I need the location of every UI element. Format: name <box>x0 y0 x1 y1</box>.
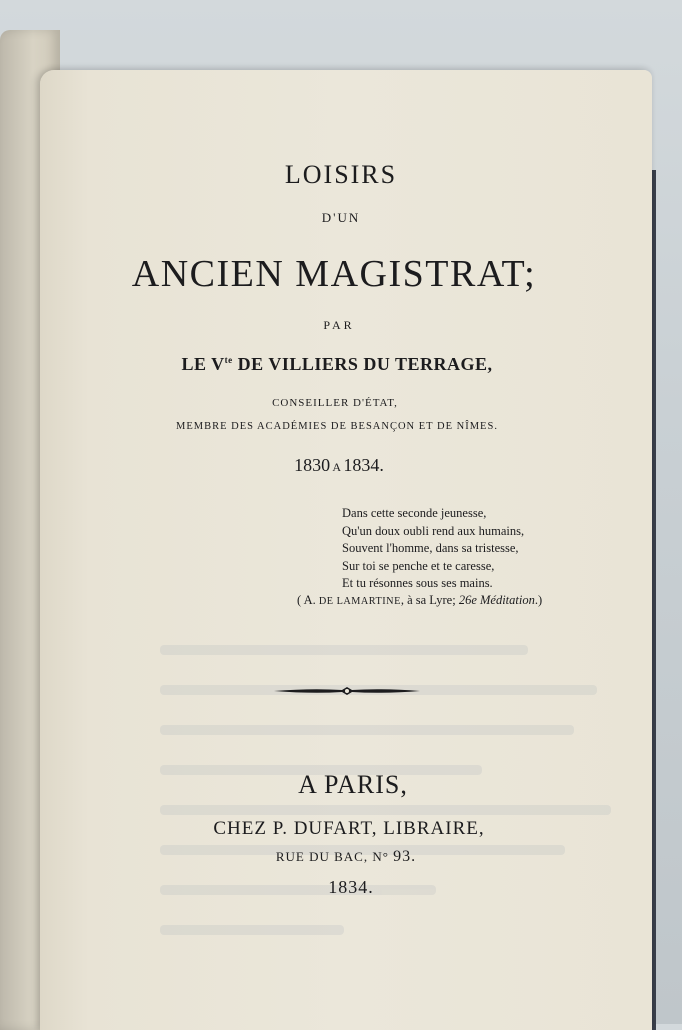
address-number: 93. <box>393 848 417 865</box>
imprint-publisher: CHEZ P. DUFART, LIBRAIRE, <box>213 818 485 839</box>
years-sep: A <box>330 460 344 474</box>
title-ancien-magistrat: ANCIEN MAGISTRAT; <box>131 253 537 295</box>
author-sup: te <box>224 355 233 365</box>
author-rest: DE VILLIERS DU TERRAGE, <box>232 354 493 374</box>
years-end: 1834. <box>343 455 384 475</box>
attrib-mid: , à sa Lyre; <box>400 593 459 607</box>
epigraph-line: Et tu résonnes sous ses mains. <box>342 576 493 590</box>
author-membership: MEMBRE DES ACADÉMIES DE BESANÇON ET DE NÎMES. <box>176 421 498 432</box>
years-start: 1830 <box>294 455 331 475</box>
imprint-city: A PARIS, <box>298 770 408 799</box>
epigraph-line: Qu'un doux oubli rend aux humains, <box>342 523 525 538</box>
epigraph-line: Sur toi se penche et te caresse, <box>342 558 495 573</box>
years <box>0 455 680 476</box>
address-text: RUE DU BAC, N° <box>275 849 394 864</box>
attrib-close: .) <box>534 593 543 607</box>
epigraph-line: Dans cette seconde jeunesse, <box>342 506 487 520</box>
author-prefix: LE V <box>181 354 225 374</box>
imprint-year: 1834. <box>328 877 374 897</box>
imprint-address <box>5 848 682 866</box>
title-loisirs: LOISIRS <box>284 160 398 189</box>
attrib-name: DE LAMARTINE <box>318 596 401 607</box>
epigraph-line: Souvent l'homme, dans sa tristesse, <box>342 541 519 555</box>
title-par: PAR <box>323 318 355 332</box>
epigraph-attribution <box>297 593 542 608</box>
attrib-open: ( A. <box>297 593 319 607</box>
author-name <box>0 354 678 375</box>
epigraph <box>342 505 524 593</box>
ornament-rule <box>272 684 422 698</box>
title-dun: D'UN <box>321 210 361 225</box>
attrib-work: 26e Méditation <box>458 593 535 607</box>
author-role: CONSEILLER D'ÉTAT, <box>272 397 398 409</box>
